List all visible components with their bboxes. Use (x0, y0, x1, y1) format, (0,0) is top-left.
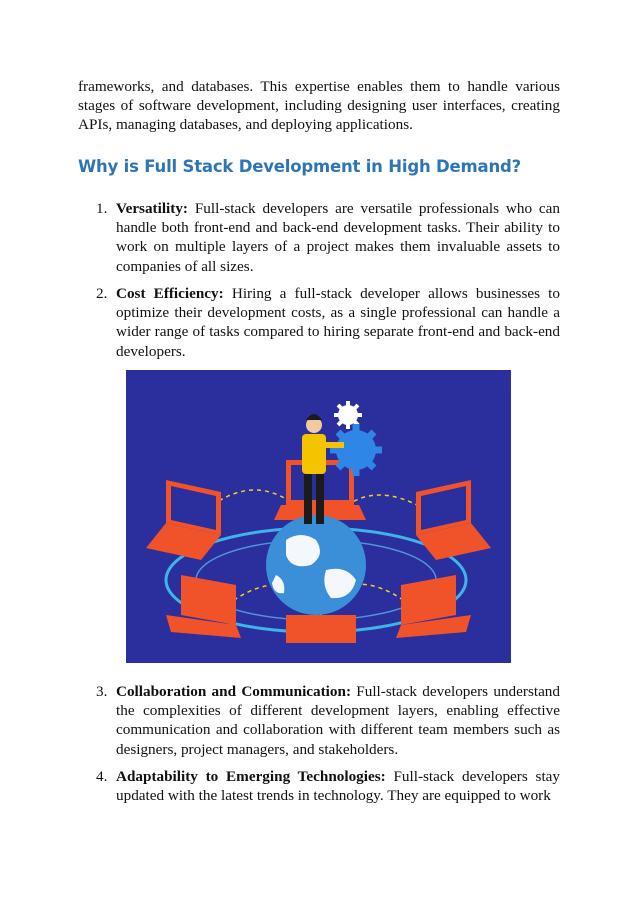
full-stack-illustration (126, 370, 511, 663)
list-item (78, 199, 560, 279)
list-item-text: Hiring a full-stack developer allows businesses to optimize their development costs, as a single professional can handle a wider range of tasks compared to hiring separate front-end and back-end developers. (116, 285, 560, 360)
list-item-title: Cost Efficiency: (116, 285, 224, 302)
list-item (78, 767, 560, 809)
list-item-body (116, 284, 560, 361)
list-item-number: 2. (96, 285, 108, 302)
list-item-text: Full-stack developers understand the complexities of different development layers, enabling effective communication and collaboration with different team members such as designers, project managers, and stakeholders. (116, 683, 560, 758)
list-item-body (116, 682, 560, 759)
laptop-icon (286, 615, 356, 643)
globe-icon (266, 515, 366, 615)
list-item-body (116, 767, 560, 805)
list-item (78, 284, 560, 364)
list-item-text: Full-stack developers stay updated with the latest trends in technology. They are equipped to work (116, 768, 560, 805)
list-item-number: 3. (96, 683, 108, 700)
list-item-body (116, 199, 560, 276)
list-item-number: 1. (96, 200, 108, 217)
list-item-title: Adaptability to Emerging Technologies: (116, 768, 386, 785)
list-item-text: Full-stack developers are versatile professionals who can handle both front-end and back-end development tasks. Their ability to work on multiple layers of a project makes them invaluable assets to companies of all sizes. (116, 200, 560, 275)
list-item-number: 4. (96, 768, 108, 785)
intro-paragraph: frameworks, and databases. This expertise enables them to handle various stages of software development, including designing user interfaces, creating APIs, managing databases, and deploying applications. (78, 78, 560, 134)
list-item-title: Versatility: (116, 200, 188, 217)
list-item (78, 682, 560, 762)
section-heading: Why is Full Stack Development in High Demand? (78, 157, 521, 176)
list-item-title: Collaboration and Communication: (116, 683, 352, 700)
